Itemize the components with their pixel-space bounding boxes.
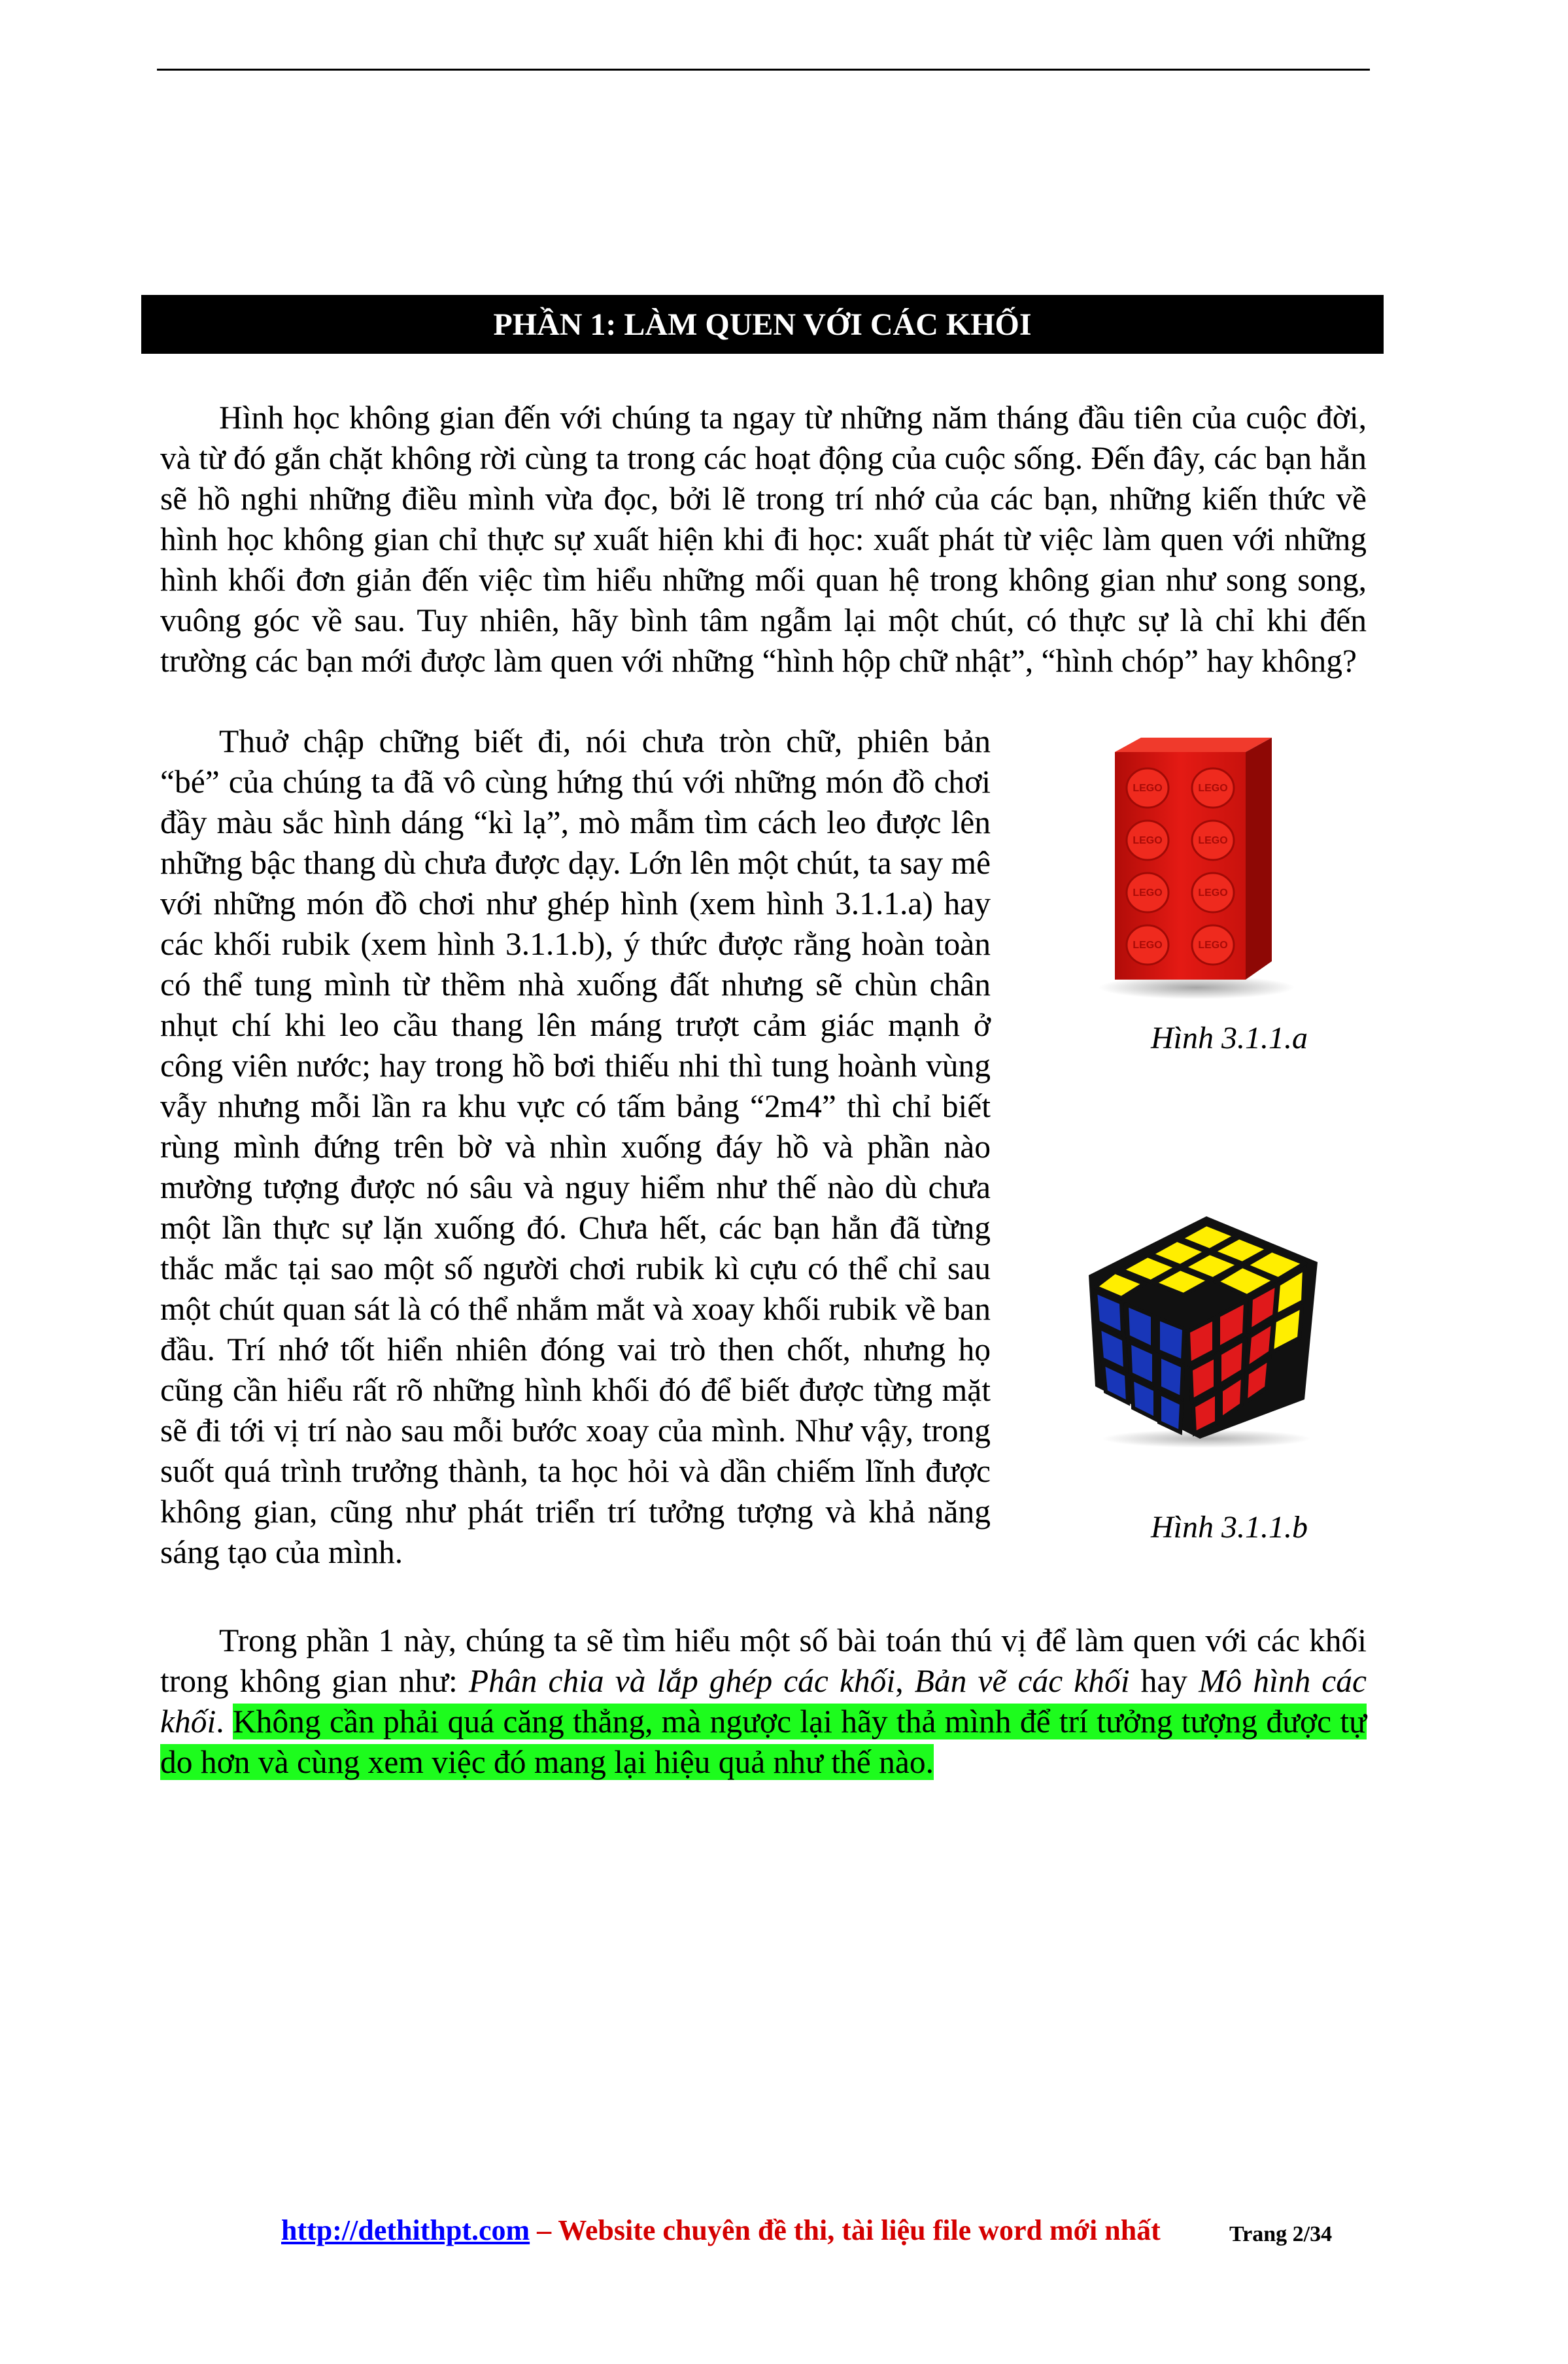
highlighted-sentence: Không cần phải quá căng thẳng, mà ngược lại hãy thả mình để trí tưởng tượng được tự do hơn và cùng xem việc đó mang lại hiệu quả như thế nào. [160, 1704, 1367, 1780]
page-number: Trang 2/34 [1229, 2222, 1333, 2246]
paragraph-intro: Hình học không gian đến với chúng ta ngay từ những năm tháng đầu tiên của cuộc đời, và từ đó gắn chặt không rời cùng ta trong các hoạt động của cuộc sống. Đến đây, các bạn hẳn sẽ hồ nghi những điều mình vừa đọc, bởi lẽ trong trí nhớ của các bạn, những kiến thức về hình học không gian chỉ thực sự xuất hiện khi đi học: xuất phát từ việc làm quen với những hình khối đơn giản đến việc tìm hiểu những mối quan hệ trong không gian như song song, vuông góc về sau. Tuy nhiên, hãy bình tâm ngẫm lại một chút, có thực sự là chỉ khi đến trường các bạn mới được làm quen với những “hình hộp chữ nhật”, “hình chóp” hay không? [160, 400, 1367, 679]
lego-stud-logo: LEGO [1133, 887, 1163, 899]
figure-caption-a: Hình 3.1.1.a [1151, 1021, 1308, 1055]
website-link[interactable]: http://dethithpt.com [281, 2214, 530, 2246]
lego-brick-figure [1082, 726, 1298, 1004]
topic-block-drawings: Bản vẽ các khối [914, 1663, 1130, 1699]
footer-tagline: – Website chuyên đề thi, tài liệu file word mới nhất [530, 2214, 1161, 2246]
footer [281, 2214, 1161, 2247]
lego-stud-logo: LEGO [1198, 835, 1228, 846]
topic-partition-blocks: Phân chia và lắp ghép các khối [468, 1663, 896, 1699]
lego-stud-logo: LEGO [1198, 783, 1228, 794]
lego-stud-logo: LEGO [1133, 783, 1163, 794]
paragraph-part1-overview [160, 1620, 1367, 1783]
overview-separator: hay [1129, 1663, 1199, 1699]
figure-caption-b: Hình 3.1.1.b [1151, 1510, 1308, 1545]
paragraph-childhood: Thuở chập chững biết đi, nói chưa tròn chữ, phiên bản “bé” của chúng ta đã vô cùng hứng thú với những món đồ chơi đầy màu sắc hình dáng “kì lạ”, mò mẫm tìm cách leo được lên những bậc thang dù chưa được dạy. Lớn lên một chút, ta say mê với những món đồ chơi như ghép hình (xem hình 3.1.1.a) hay các khối rubik (xem hình 3.1.1.b), ý thức được rằng hoàn toàn có thể tung mình từ thềm nhà xuống đất nhưng sẽ chùn chân nhụt chí khi leo cầu thang lên máng trượt cảm giác mạnh ở công viên nước; hay trong hồ bơi thiếu nhi thì tung hoành vùng vẫy nhưng mỗi lần ra khu vực có tấm bảng “2m4” thì chỉ biết rùng mình đứng trên bờ và nhìn xuống đáy hồ và phần nào mường tượng được nó sâu và nguy hiểm như thế nào dù chưa một lần thực sự lặn xuống đó. Chưa hết, các bạn hẳn đã từng thắc mắc tại sao một số người chơi rubik kì cựu có thể chỉ sau một chút quan sát là có thể nhắm mắt và xoay khối rubik về ban đầu. Trí nhớ tốt hiển nhiên đóng vai trò then chốt, nhưng họ cũng cần hiểu rất rõ những hình khối đó để biết được từng mặt sẽ đi tới vị trí nào sau mỗi bước xoay của mình. Như vậy, trong suốt quá trình trưởng thành, ta học hỏi và dần chiếm lĩnh được không gian, cũng như phát triển trí tưởng tượng và khả năng sáng tạo của mình. [160, 723, 991, 1570]
topic-block-models: Mô hình các khối [160, 1663, 1367, 1739]
lego-stud-logo: LEGO [1133, 835, 1163, 846]
lego-stud-logo: LEGO [1198, 940, 1228, 951]
header-rule [157, 69, 1370, 71]
lego-stud-logo: LEGO [1198, 887, 1228, 899]
section-title: PHẦN 1: LÀM QUEN VỚI CÁC KHỐI [493, 307, 1032, 342]
rubik-cube-figure [1076, 1203, 1337, 1452]
section-banner [141, 295, 1384, 354]
lego-stud-logo: LEGO [1133, 940, 1163, 951]
overview-separator: . [216, 1704, 233, 1739]
overview-separator: , [895, 1663, 915, 1699]
overview-lead: Trong phần 1 này, chúng ta sẽ tìm hiểu một số bài toán thú vị để làm quen với các khối trong không gian như: [160, 1622, 1367, 1699]
